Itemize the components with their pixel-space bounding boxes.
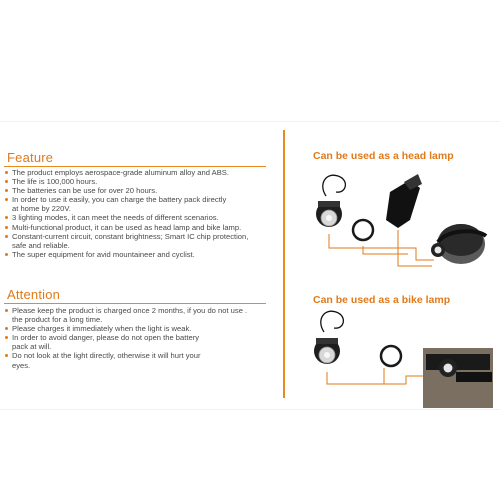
head-lamp-heading: Can be used as a head lamp (313, 150, 454, 162)
feature-item-continuation: at home by 220V. (12, 204, 71, 214)
feature-list (4, 168, 276, 259)
attention-item-continuation: eyes. (12, 360, 31, 370)
connector-lines (329, 230, 434, 266)
bullet-icon (5, 180, 8, 183)
image-column (286, 122, 500, 409)
bullet-icon (5, 216, 8, 219)
head-lamp-diagram (286, 170, 500, 280)
product-info-card (0, 122, 500, 409)
bullet-icon (5, 309, 8, 312)
o-ring-icon (381, 346, 401, 366)
o-ring-icon (353, 220, 373, 240)
feature-item (4, 195, 276, 213)
handlebar-mounted-lamp-icon (423, 348, 493, 408)
lamp-head-icon (316, 175, 345, 227)
attention-item-continuation: the product for a long time. (12, 315, 103, 325)
bike-lamp-heading: Can be used as a bike lamp (313, 294, 451, 306)
feature-item (4, 168, 276, 177)
feature-heading: Feature (7, 150, 54, 165)
attention-item (4, 306, 276, 324)
attention-item (4, 324, 276, 333)
feature-item-text: 3 lighting modes, it can meet the needs of different scenarios. (12, 213, 219, 223)
lamp-head-icon (314, 311, 343, 364)
bullet-icon (5, 198, 8, 201)
feature-item-text: The product employs aerospace-grade aluminum alloy and ABS. (12, 168, 229, 177)
attention-item-text: Do not look at the light directly, otherwise it will hurt your (12, 351, 201, 361)
attention-item (4, 333, 276, 351)
feature-item-text: Constant-current circuit, constant brightness; Smart IC chip protection, (12, 231, 249, 241)
feature-item-text: The life is 100,000 hours. (12, 177, 98, 187)
bullet-icon (5, 354, 8, 357)
text-column (0, 122, 283, 409)
feature-item-text: In order to use it easily, you can charge the battery pack directly (12, 195, 227, 205)
attention-item (4, 351, 276, 369)
bullet-icon (5, 226, 8, 229)
attention-item-text: Please charges it immediately when the light is weak. (12, 324, 192, 334)
headband-mount-icon (386, 174, 422, 228)
attention-item-continuation: pack at will. (12, 342, 52, 352)
bike-lamp-diagram (286, 308, 500, 408)
bullet-icon (5, 336, 8, 339)
feature-item-continuation: safe and reliable. (12, 240, 70, 250)
attention-item-text: In order to avoid danger, please do not open the battery (12, 333, 200, 343)
feature-item (4, 213, 276, 222)
feature-item-text: The batteries can be use for over 20 hours. (12, 186, 158, 196)
column-divider (283, 130, 285, 398)
feature-item-text: Multi-functional product, it can be used as head lamp and bike lamp. (12, 222, 242, 232)
bullet-icon (5, 235, 8, 238)
attention-item-text: Please keep the product is charged once 2 months, if you do not use . (12, 306, 248, 315)
attention-heading: Attention (7, 287, 61, 302)
feature-item (4, 177, 276, 186)
feature-item (4, 250, 276, 259)
attention-divider (4, 303, 266, 304)
feature-item (4, 232, 276, 250)
attention-list (4, 306, 276, 370)
feature-item-text: The super equipment for avid mountaineer and cyclist. (12, 249, 195, 259)
feature-divider (4, 166, 266, 167)
connector-lines (327, 368, 424, 384)
bullet-icon (5, 189, 8, 192)
bullet-icon (5, 171, 8, 174)
feature-item (4, 223, 276, 232)
head-wearing-lamp-icon (431, 224, 486, 264)
bullet-icon (5, 253, 8, 256)
feature-item (4, 186, 276, 195)
bullet-icon (5, 327, 8, 330)
